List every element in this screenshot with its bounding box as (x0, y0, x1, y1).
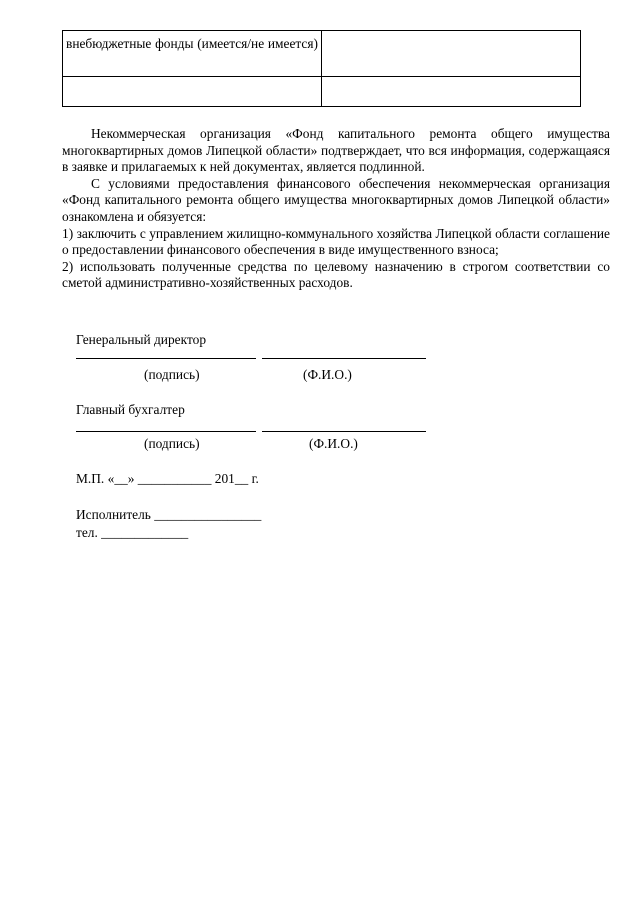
phone-line: тел. _____________ (76, 525, 189, 540)
accountant-name-caption: (Ф.И.О.) (309, 436, 358, 451)
director-sign-caption: (подпись) (144, 367, 200, 382)
table-row (63, 31, 581, 77)
table-cell-value (322, 31, 581, 77)
table-cell-label (63, 77, 322, 107)
director-title: Генеральный директор (76, 332, 207, 347)
director-signature-block (76, 331, 436, 391)
accountant-sign-caption: (подпись) (144, 436, 200, 451)
body-text (62, 126, 610, 292)
obligation-item-1: 1) заключить с управлением жилищно-коммунального хозяйства Липецкой области соглашение о предоставлении финансового обеспечения в виде имущественного взноса; (62, 225, 610, 258)
director-name-line (262, 358, 426, 359)
accountant-signature-block (76, 401, 436, 461)
confirmation-paragraph: Некоммерческая организация «Фонд капитального ремонта общего имущества многоквартирных домов Липецкой области» подтверждает, что вся информация, содержащаяся в заявке и прилагаемых к ней документах, является подлинной. (62, 126, 610, 175)
info-table (62, 30, 581, 107)
accountant-title: Главный бухгалтер (76, 402, 185, 417)
table-cell-label: внебюджетные фонды (имеется/не имеется) (63, 31, 322, 77)
table-cell-value (322, 77, 581, 107)
executor-line: Исполнитель ________________ (76, 507, 262, 522)
table-row (63, 77, 581, 107)
accountant-name-line (262, 431, 426, 432)
director-name-caption: (Ф.И.О.) (303, 367, 352, 382)
obligation-item-2: 2) использовать полученные средства по целевому назначению в строгом соответствии со сметой административно-хозяйственных расходов. (62, 258, 610, 291)
director-signature-line (76, 358, 256, 359)
conditions-paragraph: С условиями предоставления финансового обеспечения некоммерческая организация «Фонд капитального ремонта общего имущества многоквартирных домов Липецкой области» ознакомлена и обязуется: (62, 175, 610, 224)
accountant-signature-line (76, 431, 256, 432)
stamp-date-line: М.П. «__» ___________ 201__ г. (76, 471, 259, 486)
